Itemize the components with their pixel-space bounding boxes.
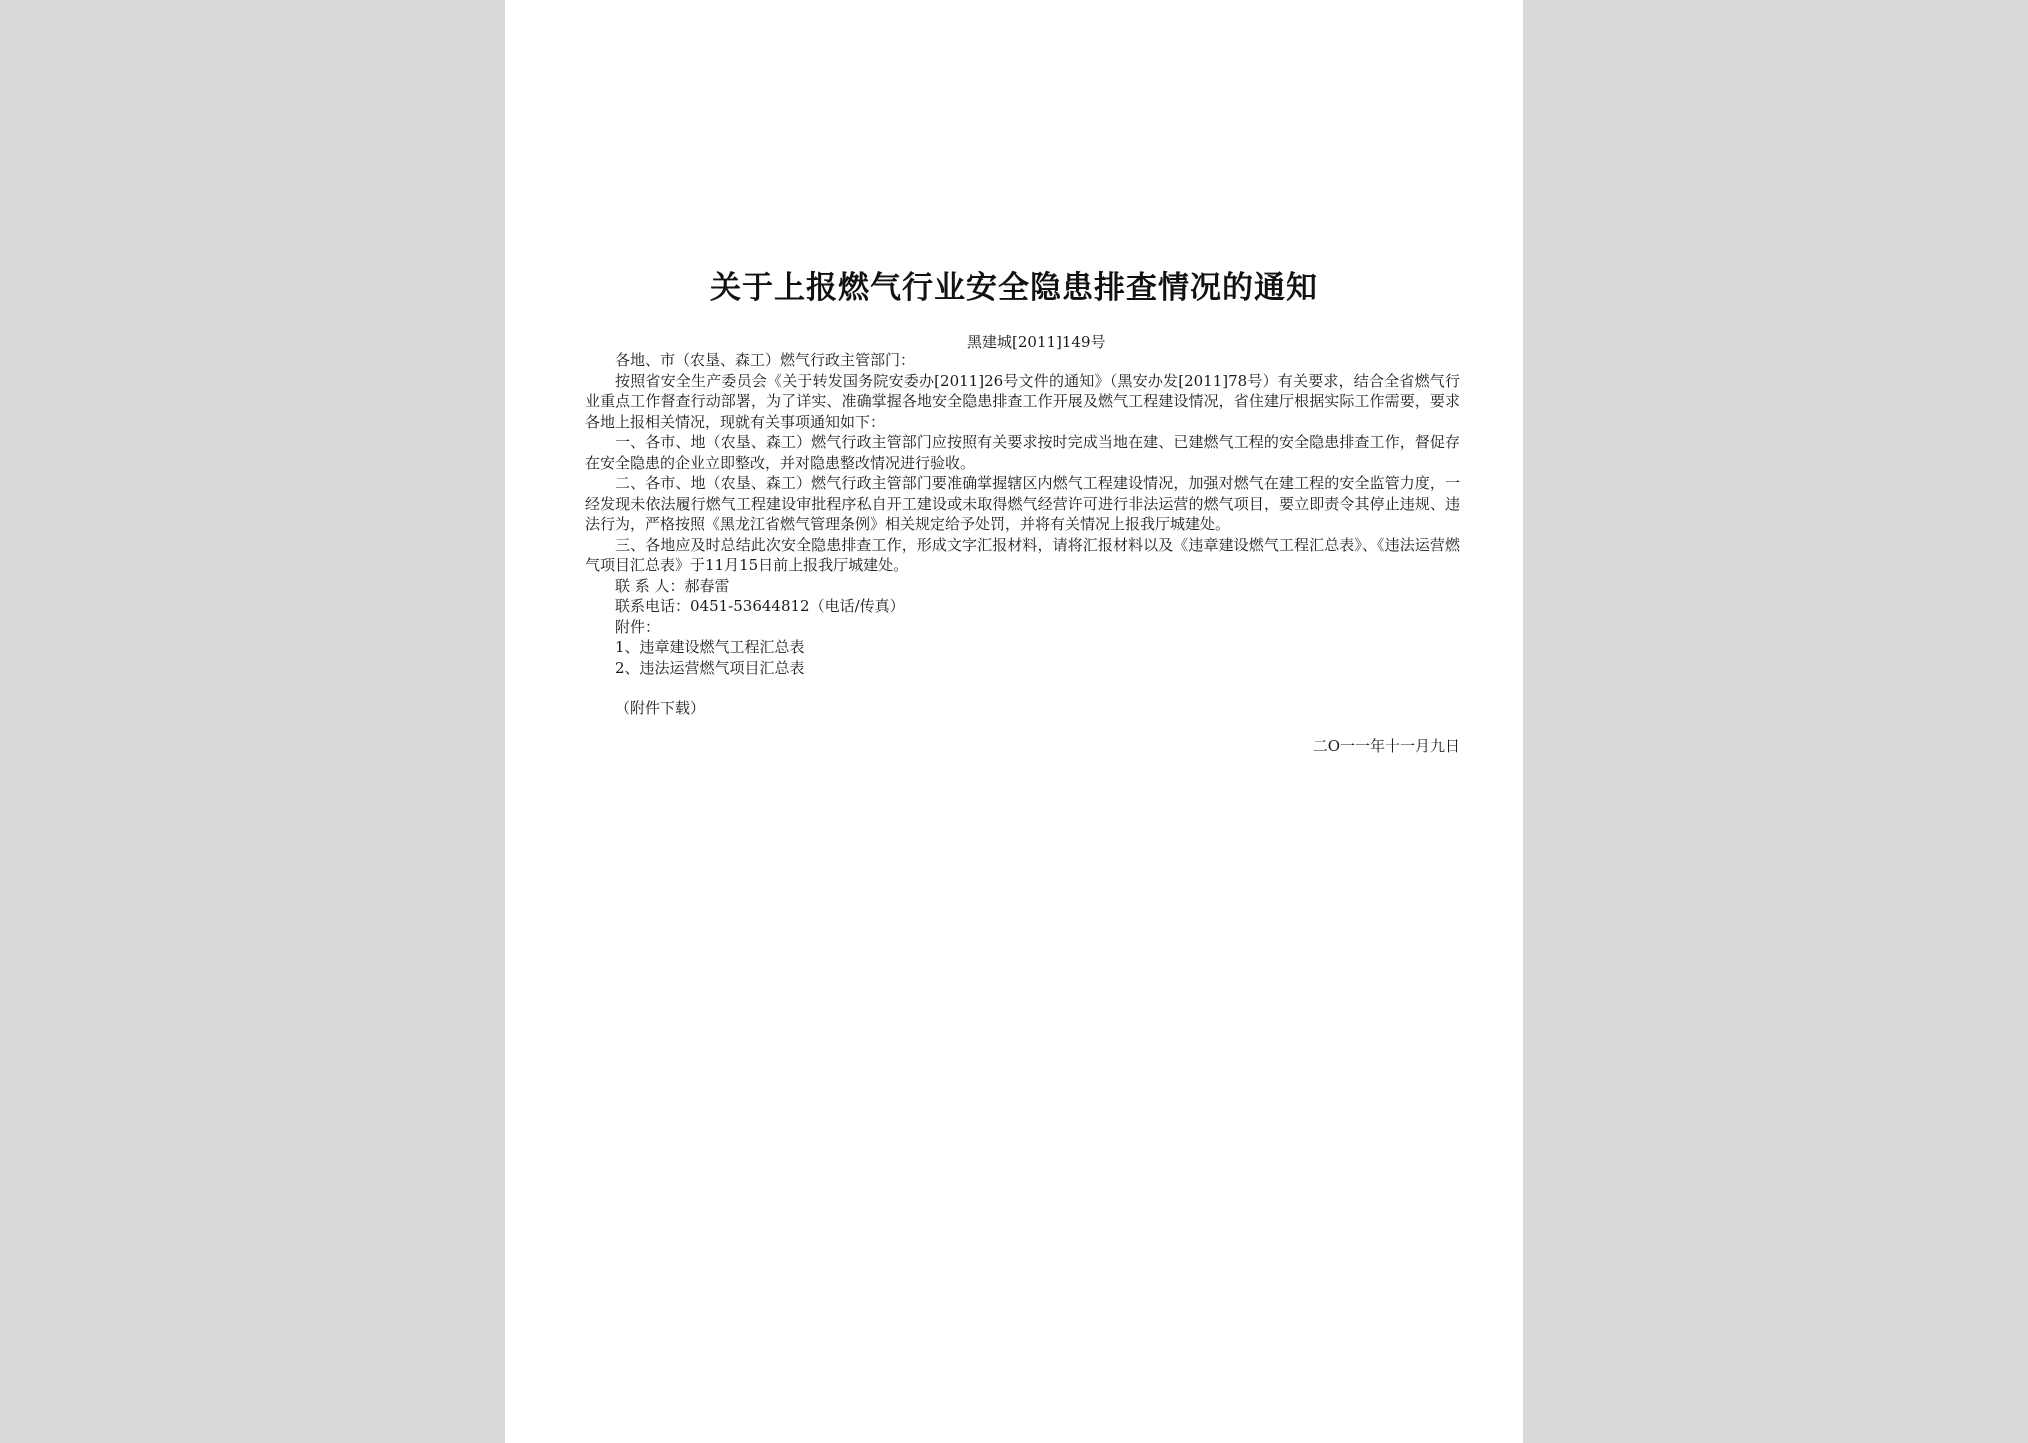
item-one-paragraph: 一、各市、地（农垦、森工）燃气行政主管部门应按照有关要求按时完成当地在建、已建燃气工程的安全隐患排查工作，督促存在安全隐患的企业立即整改，并对隐患整改情况进行验收。	[585, 433, 1460, 472]
document-title: 关于上报燃气行业安全隐患排查情况的通知	[710, 270, 1318, 306]
contact-person: 联 系 人：郝春雷	[615, 576, 730, 595]
intro-paragraph: 按照省安全生产委员会《关于转发国务院安委办[2011]26号文件的通知》（黑安办发[2011]78号）有关要求，结合全省燃气行业重点工作督查行动部署，为了详实、准确掌握各地安全隐患排查工作开展及燃气工程建设情况，省住建厅根据实际工作需要，要求各地上报相关情况，现就有关事项通知如下：	[585, 371, 1460, 431]
document-page	[505, 0, 1523, 1443]
attachment-item: 2、违法运营燃气项目汇总表	[615, 658, 805, 677]
item-two-paragraph: 二、各市、地（农垦、森工）燃气行政主管部门要准确掌握辖区内燃气工程建设情况，加强对燃气在建工程的安全监管力度，一经发现未依法履行燃气工程建设审批程序私自开工建设或未取得燃气经营许可进行非法运营的燃气项目，要立即责令其停止违规、违法行为，严格按照《黑龙江省燃气管理条例》相关规定给予处罚，并将有关情况上报我厅城建处。	[585, 474, 1460, 533]
attachments-label: 附件：	[615, 617, 661, 636]
attachment-item: 1、违章建设燃气工程汇总表	[615, 638, 805, 656]
item-three-paragraph: 三、各地应及时总结此次安全隐患排查工作，形成文字汇报材料，请将汇报材料以及《违章建设燃气工程汇总表》、《违法运营燃气项目汇总表》于11月15日前上报我厅城建处。	[585, 535, 1460, 574]
attachment-download-link[interactable]: （附件下载）	[615, 699, 706, 717]
contact-phone: 联系电话：0451-53644812（电话/传真）	[615, 597, 905, 615]
document-date: 二O一一年十一月九日	[1312, 737, 1460, 755]
document-body	[585, 350, 1460, 719]
salutation: 各地、市（农垦、森工）燃气行政主管部门：	[615, 351, 916, 369]
document-number: 黑建城[2011]149号	[967, 333, 1106, 351]
